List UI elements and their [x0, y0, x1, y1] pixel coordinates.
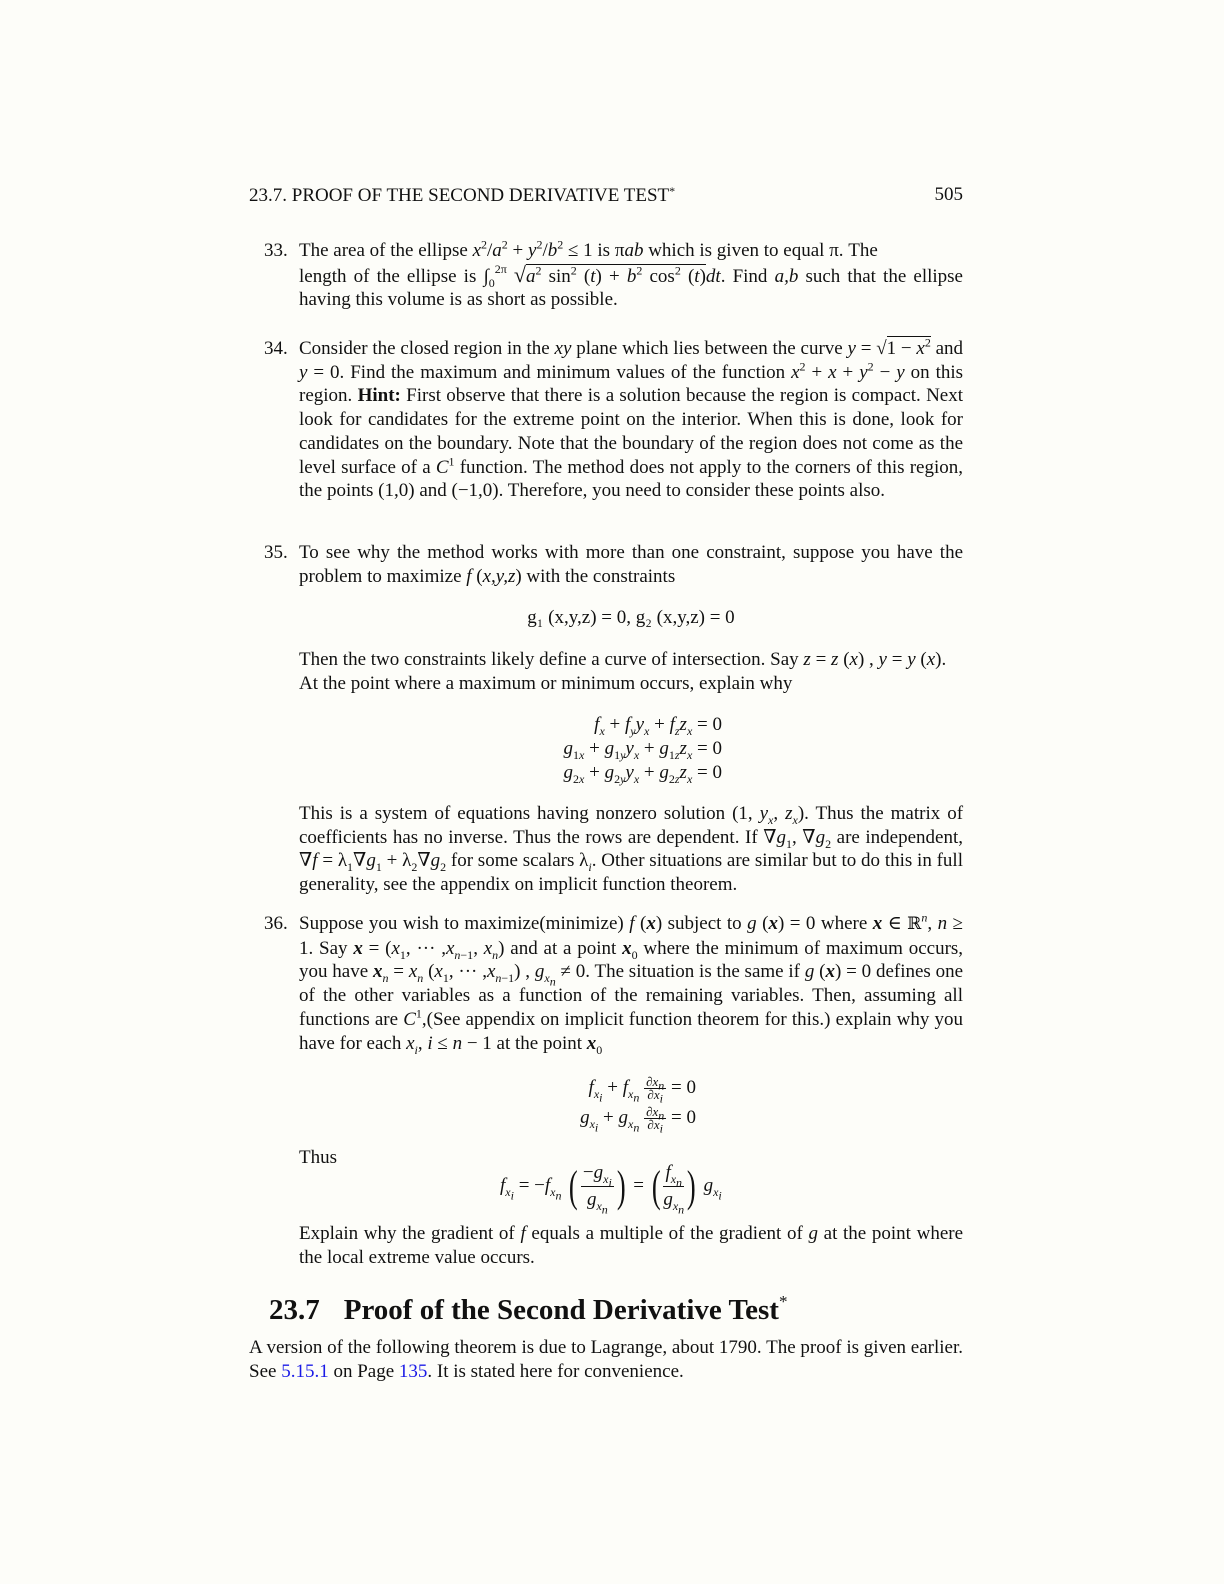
partial-equations — [566, 1073, 696, 1136]
gradient-ratio-equation: $f_{x_i} = -f_{x_n}$ ( $\frac{-g_{x_i}}{g_{x_n}}$ ) = ( $\frac{f_{x_n}}{g_{x_n}}$ ) $g_{x_i}$ — [500, 1161, 722, 1217]
problem-33 — [264, 239, 963, 312]
problem-body: The area of the ellipse $x^2/a^2 + y^2/b^2 \le 1$ is πab which is given to equal π. The length of the ellipse is $\int_0^{2\pi}$ $√a^2$ $\sin^2 (t) + b^2$ $\cos^2 (t)dt$. Find a,b such that the ellipse having this volume is as short as possible. — [299, 237, 963, 311]
problem-34 — [264, 337, 963, 503]
page-reference-link[interactable]: 135 — [398, 1360, 428, 1382]
hint-label: Hint: — [357, 385, 401, 407]
equation-fxi: $f_{x_i} + f_{x_n}$ $\frac{\partial x_n}{\partial x_i}$ = 0 — [588, 1074, 696, 1106]
theorem-reference-link[interactable]: 5.15.1 — [281, 1360, 329, 1382]
section-number: 23.7 — [269, 1294, 320, 1326]
running-head — [249, 184, 963, 207]
section-title-text: Proof of the Second Derivative Test — [343, 1294, 779, 1326]
problem-number: 33. — [264, 240, 288, 261]
problem-36-conclusion: Explain why the gradient of f equals a multiple of the gradient of g at the point where the local extreme value occurs. — [299, 1223, 964, 1268]
problem-35 — [264, 541, 963, 588]
equation-g2: $g_{2x} + g_{2y}y_x + g_{2z}z_x = 0$ — [563, 762, 722, 786]
running-head-title: 23.7. PROOF OF THE SECOND DERIVATIVE TEST* — [249, 184, 676, 206]
intro-paragraph: A version of the following theorem is due to Lagrange, about 1790. The proof is given earlier. See 5.15.1 on Page 135. It is stated here for convenience. — [249, 1337, 963, 1382]
constraints-equation: g₁ (x,y,z) = 0, g₂ (x,y,z) = 0 — [527, 607, 735, 628]
system-equations — [538, 713, 722, 785]
page-number: 505 — [934, 184, 963, 205]
problem-36 — [264, 912, 963, 1055]
equation-g1: $g_{1x} + g_{1y}y_x + g_{1z}z_x = 0$ — [563, 738, 722, 762]
equation-gxi: $g_{x_i} + g_{x_n}$ $\frac{\partial x_n}{\partial x_i}$ = 0 — [580, 1104, 696, 1136]
problem-number: 36. — [264, 913, 288, 934]
problem-number: 35. — [264, 542, 288, 563]
problem-body: Consider the closed region in the xy plane which lies between the curve $y = √1 - x^2$ and y = 0. Find the maximum and minimum values of the function $x^2 + x + y^2 - y$ on this region. Hint: First observe that there is a solution because the region is compact. Next look for candidates for the extreme point on the interior. When this is done, look for candidates on the boundary. Note that the boundary of the region does not come as the level surface of a $C^1$ function. The method does not apply to the corners of this region, the points (1,0) and (−1,0). Therefore, you need to consider these points also. — [299, 335, 964, 502]
problem-body: Suppose you wish to maximize(minimize) f (x) subject to g (x) = 0 where x ∈ ℝ$^n$, n ≥ 1. Say $x = (x_1$, ··· $,x_{n-1}$, $x_n$) and at a point $x_0$ where the minimum of maximum occurs, you have $x_n = x_n$ ($x_1$, ··· $,x_{n-1}$) , $g_{x_n} \ne 0$. The situation is the same if g (x) = 0 defines one of the other variables as a function of the remaining variables. Then, assuming all functions are $C^1,(See$ appendix on implicit function theorem for this.) explain why you have for each $x_i$, i ≤ n − 1 at the point $x_0$ — [299, 910, 964, 1057]
problem-35-conclusion: This is a system of equations having nonzero solution (1, $y_x$, $z_x$). Thus the matrix of coefficients has no inverse. Thus the rows are dependent. If $\nabla g_1$, $\nabla g_2$ are independent, $\nabla f = \lambda_1\nabla g_1 + \lambda_2\nabla g_2$ for some scalars $\lambda_i$. Other situations are similar but to do this in full generality, see the appendix on implicit function theorem. — [299, 803, 964, 896]
problem-35-cont: Then the two constraints likely define a curve of intersection. Say z = z (x) , y = y (x). At the point where a maximum or minimum occurs, explain why — [299, 649, 947, 694]
problem-body: To see why the method works with more than one constraint, suppose you have the problem to maximize f (x,y,z) with the constraints — [299, 542, 963, 587]
section-heading: 23.7 Proof of the Second Derivative Test* — [269, 1292, 788, 1326]
equation-f: $f_x + f_yy_x + f_zz_x = 0$ — [594, 714, 722, 738]
thus-label: Thus — [299, 1147, 337, 1168]
problem-number: 34. — [264, 338, 288, 359]
